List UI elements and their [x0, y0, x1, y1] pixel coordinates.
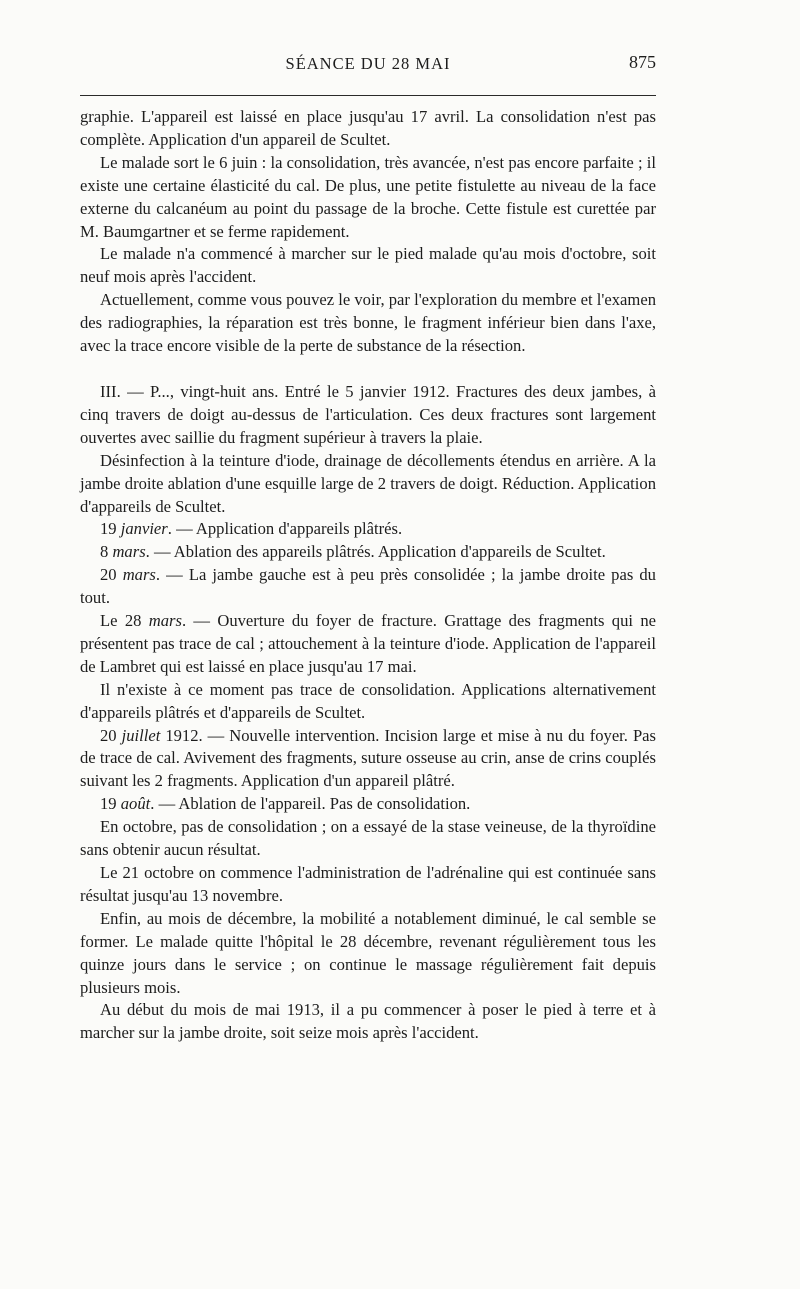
entry-date: mars [122, 565, 156, 585]
body-text [80, 106, 656, 1045]
paragraph: Il n'existe à ce moment pas trace de consolidation. Applications alternativement d'appareils plâtrés et d'appareils de Scultet. [80, 679, 656, 722]
entry-text: 1912. — Nouvelle intervention. Incision large et mise à nu du foyer. Pas de trace de cal. Avivement des fragments, suture osseuse au crin, anse de crins couplés suivant les 2 fragments. Application d'un appareil plâtré. [80, 725, 656, 791]
paragraph: Le malade sort le 6 juin : la consolidation, très avancée, n'est pas encore parfaite ; il existe une certaine élasticité du cal. De plus, une petite fistulette au niveau de la face externe du calcanéum au point du passage de la broche. Cette fistule est curettée par M. Baumgartner et se ferme rapidement. [80, 152, 656, 241]
paragraph: Désinfection à la teinture d'iode, drainage de décollements étendus en arrière. A la jambe droite ablation d'une esquille large de 2 travers de doigt. Réduction. Application d'appareils de Scultet. [80, 450, 656, 516]
entry-prefix: 20 [100, 725, 122, 745]
dated-entry [80, 541, 656, 564]
entry-date: août [120, 794, 151, 814]
page-number: 875 [629, 52, 656, 72]
entry-date: juillet [121, 725, 161, 745]
paragraph: En octobre, pas de consolidation ; on a essayé de la stase veineuse, de la thyroïdine sans obtenir aucun résultat. [80, 817, 656, 860]
case-heading-paragraph: III. — P..., vingt-huit ans. Entré le 5 janvier 1912. Fractures des deux jambes, à cinq travers de doigt au-dessus de l'articulation. Ces deux fractures sont largement ouvertes avec saillie du fragment supérieur à travers la plaie. [80, 381, 656, 447]
dated-entry [80, 725, 656, 794]
paragraph: Actuellement, comme vous pouvez le voir, par l'exploration du membre et l'examen des radiographies, la réparation est très bonne, le fragment inférieur bien dans l'axe, avec la trace encore visible de la perte de substance de la résection. [80, 290, 656, 356]
paragraph: Au début du mois de mai 1913, il a pu commencer à poser le pied à terre et à marcher sur la jambe droite, soit seize mois après l'accident. [80, 1000, 656, 1043]
paragraph: Enfin, au mois de décembre, la mobilité a notablement diminué, le cal semble se former. Le malade quitte l'hôpital le 28 décembre, revenant régulièrement tous les quinze jours dans le service ; on continue le massage régulièrement fait depuis plusieurs mois. [80, 908, 656, 997]
dated-entry [80, 793, 656, 816]
dated-entry [80, 518, 656, 541]
entry-text: . — Ablation de l'appareil. Pas de consolidation. [150, 794, 471, 814]
entry-date: mars [112, 542, 146, 562]
header-rule [80, 95, 656, 96]
entry-text: . — Ablation des appareils plâtrés. Application d'appareils de Scultet. [145, 542, 606, 562]
paragraph: graphie. L'appareil est laissé en place jusqu'au 17 avril. La consolidation n'est pas complète. Application d'un appareil de Scultet. [80, 107, 656, 149]
dated-entry [80, 610, 656, 679]
page-header [80, 54, 656, 82]
entry-text: . — Ouverture du foyer de fracture. Grattage des fragments qui ne présentent pas trace de cal ; attouchement à la teinture d'iode. Application de l'appareil de Lambret qui est laissé en place jusqu'au 17 mai. [80, 611, 656, 676]
entry-prefix: 19 [100, 794, 121, 814]
dated-entry [80, 564, 656, 610]
entry-date: mars [148, 611, 182, 631]
entry-date: janvier [120, 519, 168, 539]
paragraph: Le 21 octobre on commence l'administration de l'adrénaline qui est continuée sans résultat jusqu'au 13 novembre. [80, 863, 656, 905]
entry-prefix: Le 28 [100, 611, 149, 631]
entry-prefix: 8 [100, 542, 113, 562]
entry-text: . — Application d'appareils plâtrés. [167, 519, 403, 539]
entry-text: . — La jambe gauche est à peu près consolidée ; la jambe droite pas du tout. [80, 565, 656, 608]
entry-prefix: 19 [100, 519, 121, 539]
entry-prefix: 20 [100, 565, 123, 585]
running-title: SÉANCE DU 28 MAI [285, 54, 451, 73]
paragraph: Le malade n'a commencé à marcher sur le pied malade qu'au mois d'octobre, soit neuf mois après l'accident. [80, 244, 656, 287]
